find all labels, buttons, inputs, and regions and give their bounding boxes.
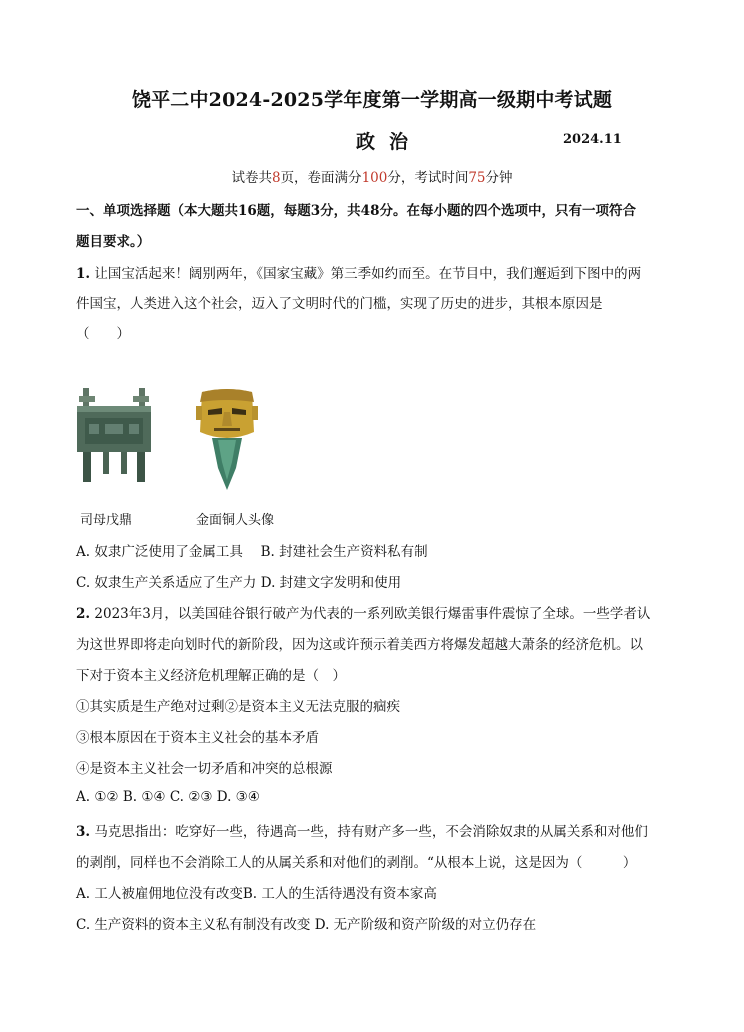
info-minutes: 75 xyxy=(468,170,486,186)
info-post: 分钟 xyxy=(485,170,513,186)
q2-stem-line3: 下对于资本主义经济危机理解正确的是（ ） xyxy=(76,668,346,684)
info-pages: 8 xyxy=(271,170,281,186)
q2-stem-line2: 为这世界即将走向划时代的新阶段，因为这或许预示着美西方将爆发超越大萧条的经济危机。以 xyxy=(76,637,643,653)
info-mid2: 分，考试时间 xyxy=(387,170,469,186)
q1-stem-line3: （ ） xyxy=(76,326,130,342)
subject-label: 政治 xyxy=(356,131,423,153)
section-heading-line1: 一、单项选择题（本大题共16题，每题3分，共48分。在每小题的四个选项中，只有一项符合 xyxy=(76,203,636,219)
q2-statement-2: ③根本原因在于资本主义社会的基本矛盾 xyxy=(76,730,319,746)
info-mid1: 页，卷面满分 xyxy=(280,170,362,186)
q2-statement-1: ①其实质是生产绝对过剩②是资本主义无法克服的痼疾 xyxy=(76,699,400,715)
q3-options-ab: A. 工人被雇佣地位没有改变B. 工人的生活待遇没有资本家高 xyxy=(76,886,437,902)
q2-stem-line1: 2. 2023年3月，以美国硅谷银行破产为代表的一系列欧美银行爆雷事件震惊了全球。一些学者认 xyxy=(76,606,651,622)
q3-stem-line1: 3. 马克思指出：吃穿好一些，待遇高一些，持有财产多一些，不会消除奴隶的从属关系和对他们 xyxy=(76,824,648,840)
q2-options: A. ①② B. ①④ C. ②③ D. ③④ xyxy=(76,789,260,805)
exam-info xyxy=(0,166,744,186)
gold-mask-bronze-head-image xyxy=(196,388,258,492)
caption-simuwu-ding: 司母戊鼎 xyxy=(80,513,133,528)
section-heading-line2: 题目要求。） xyxy=(76,234,151,250)
info-score: 100 xyxy=(361,170,388,186)
q1-options-cd: C. 奴隶生产关系适应了生产力 D. 封建文字发明和使用 xyxy=(76,575,402,591)
q3-options-cd: C. 生产资料的资本主义私有制没有改变 D. 无产阶级和资产阶级的对立仍存在 xyxy=(76,917,537,933)
q1-options-ab: A. 奴隶广泛使用了金属工具 B. 封建社会生产资料私有制 xyxy=(76,544,428,560)
exam-title: 饶平二中2024-2025学年度第一学期高一级期中考试题 xyxy=(131,89,613,111)
q2-statement-3: ④是资本主义社会一切矛盾和冲突的总根源 xyxy=(76,761,333,777)
q3-stem-line2: 的剥削，同样也不会消除工人的从属关系和对他们的剥削。“从根本上说，这是因为（ ） xyxy=(76,855,637,871)
q1-stem-line1: 1. 让国宝活起来！阔别两年，《国家宝藏》第三季如约而至。在节目中，我们邂逅到下图中的两 xyxy=(76,266,642,282)
simuwu-ding-image xyxy=(75,388,153,484)
info-pre: 试卷共 xyxy=(231,170,272,186)
q1-stem-line2: 件国宝，人类进入这个社会，迈入了文明时代的门槛，实现了历史的进步，其根本原因是 xyxy=(76,296,603,312)
exam-date: 2024.11 xyxy=(563,132,622,147)
caption-gold-mask-head: 金面铜人头像 xyxy=(196,513,275,528)
